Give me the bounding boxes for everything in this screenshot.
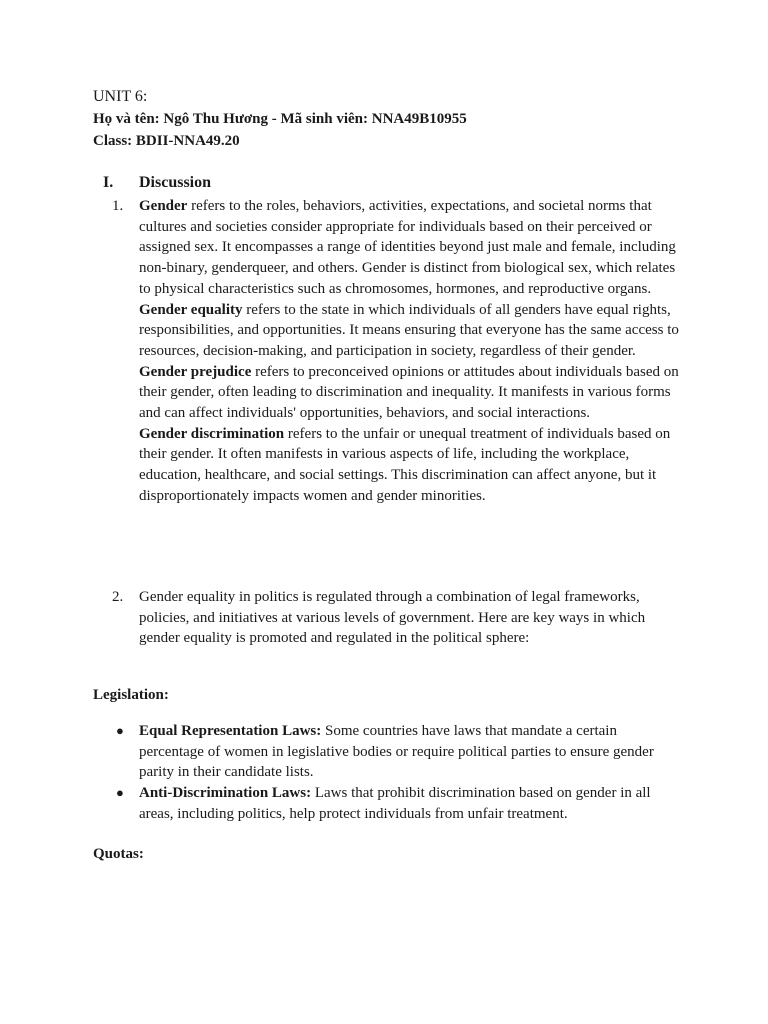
bullet-term: Anti-Discrimination Laws: xyxy=(139,785,312,802)
list-item-content xyxy=(139,587,682,649)
bullet-item xyxy=(116,721,682,783)
legislation-heading: Legislation: xyxy=(93,687,169,703)
list-item-number: 2. xyxy=(112,589,124,605)
bullet-text: Laws that prohibit discrimination based on gender in all areas, including politics, help protect individuals from unfair treatment. xyxy=(139,785,651,822)
definition-text: refers to the unfair or unequal treatment of individuals based on their gender. It often manifests in various aspects of life, including the workplace, education, healthcare, and social settings. This discrimination can affect anyone, but it disproportionately impacts women and gender minorities. xyxy=(139,425,671,504)
section-heading xyxy=(103,173,211,194)
definition-text: refers to the roles, behaviors, activities, expectations, and societal norms that cultures and societies consider appropriate for individuals based on their perceived or assigned sex. It encompasses a range of identities beyond just male and female, including non-binary, genderqueer, and others. Gender is distinct from biological sex, which relates to physical characteristics such as chromosomes, hormones, and reproductive organs. xyxy=(139,198,676,297)
unit-title: UNIT 6: xyxy=(93,88,148,105)
student-name-line: Họ và tên: Ngô Thu Hương - Mã sinh viên: NNA49B10955 xyxy=(93,111,467,127)
section-title: Discussion xyxy=(139,174,212,191)
quotas-heading: Quotas: xyxy=(93,846,144,862)
list-item-content xyxy=(139,196,682,507)
definition-term: Gender xyxy=(139,198,188,214)
list-item-2 xyxy=(112,587,682,649)
list-item-number: 1. xyxy=(112,198,124,214)
bullet-icon: ● xyxy=(116,785,124,801)
definition-gender-equality xyxy=(139,300,682,362)
legislation-bullet-list xyxy=(116,721,682,825)
definition-text: refers to preconceived opinions or attitudes about individuals based on their gender, often leading to discrimination and inequality. It manifests in various forms and can affect individuals' opportunities, behaviors, and social interactions. xyxy=(139,363,679,422)
bullet-text: Some countries have laws that mandate a certain percentage of women in legislative bodies or require political parties to ensure gender parity in their candidate lists. xyxy=(139,723,654,781)
politics-paragraph: Gender equality in politics is regulated through a combination of legal frameworks, policies, and initiatives at various levels of government. Here are key ways in which gender equality is promoted and regulated in the political sphere: xyxy=(139,589,646,647)
definition-term: Gender discrimination xyxy=(139,425,285,442)
class-line: Class: BDII-NNA49.20 xyxy=(93,133,240,149)
section-numeral: I. xyxy=(103,174,114,191)
definition-gender xyxy=(139,196,682,300)
list-item-1 xyxy=(112,196,682,507)
bullet-icon: ● xyxy=(116,723,124,738)
definition-text: refers to the state in which individuals of all genders have equal rights, responsibilities, and opportunities. It means ensuring that everyone has the same access to resources, decision-making, and participation in society, regardless of their gender. xyxy=(139,301,679,359)
definition-term: Gender prejudice xyxy=(139,363,252,380)
bullet-term: Equal Representation Laws: xyxy=(139,723,322,739)
definition-gender-prejudice xyxy=(139,362,682,424)
definition-gender-discrimination xyxy=(139,424,682,507)
definition-term: Gender equality xyxy=(139,301,243,318)
bullet-item xyxy=(116,783,682,824)
